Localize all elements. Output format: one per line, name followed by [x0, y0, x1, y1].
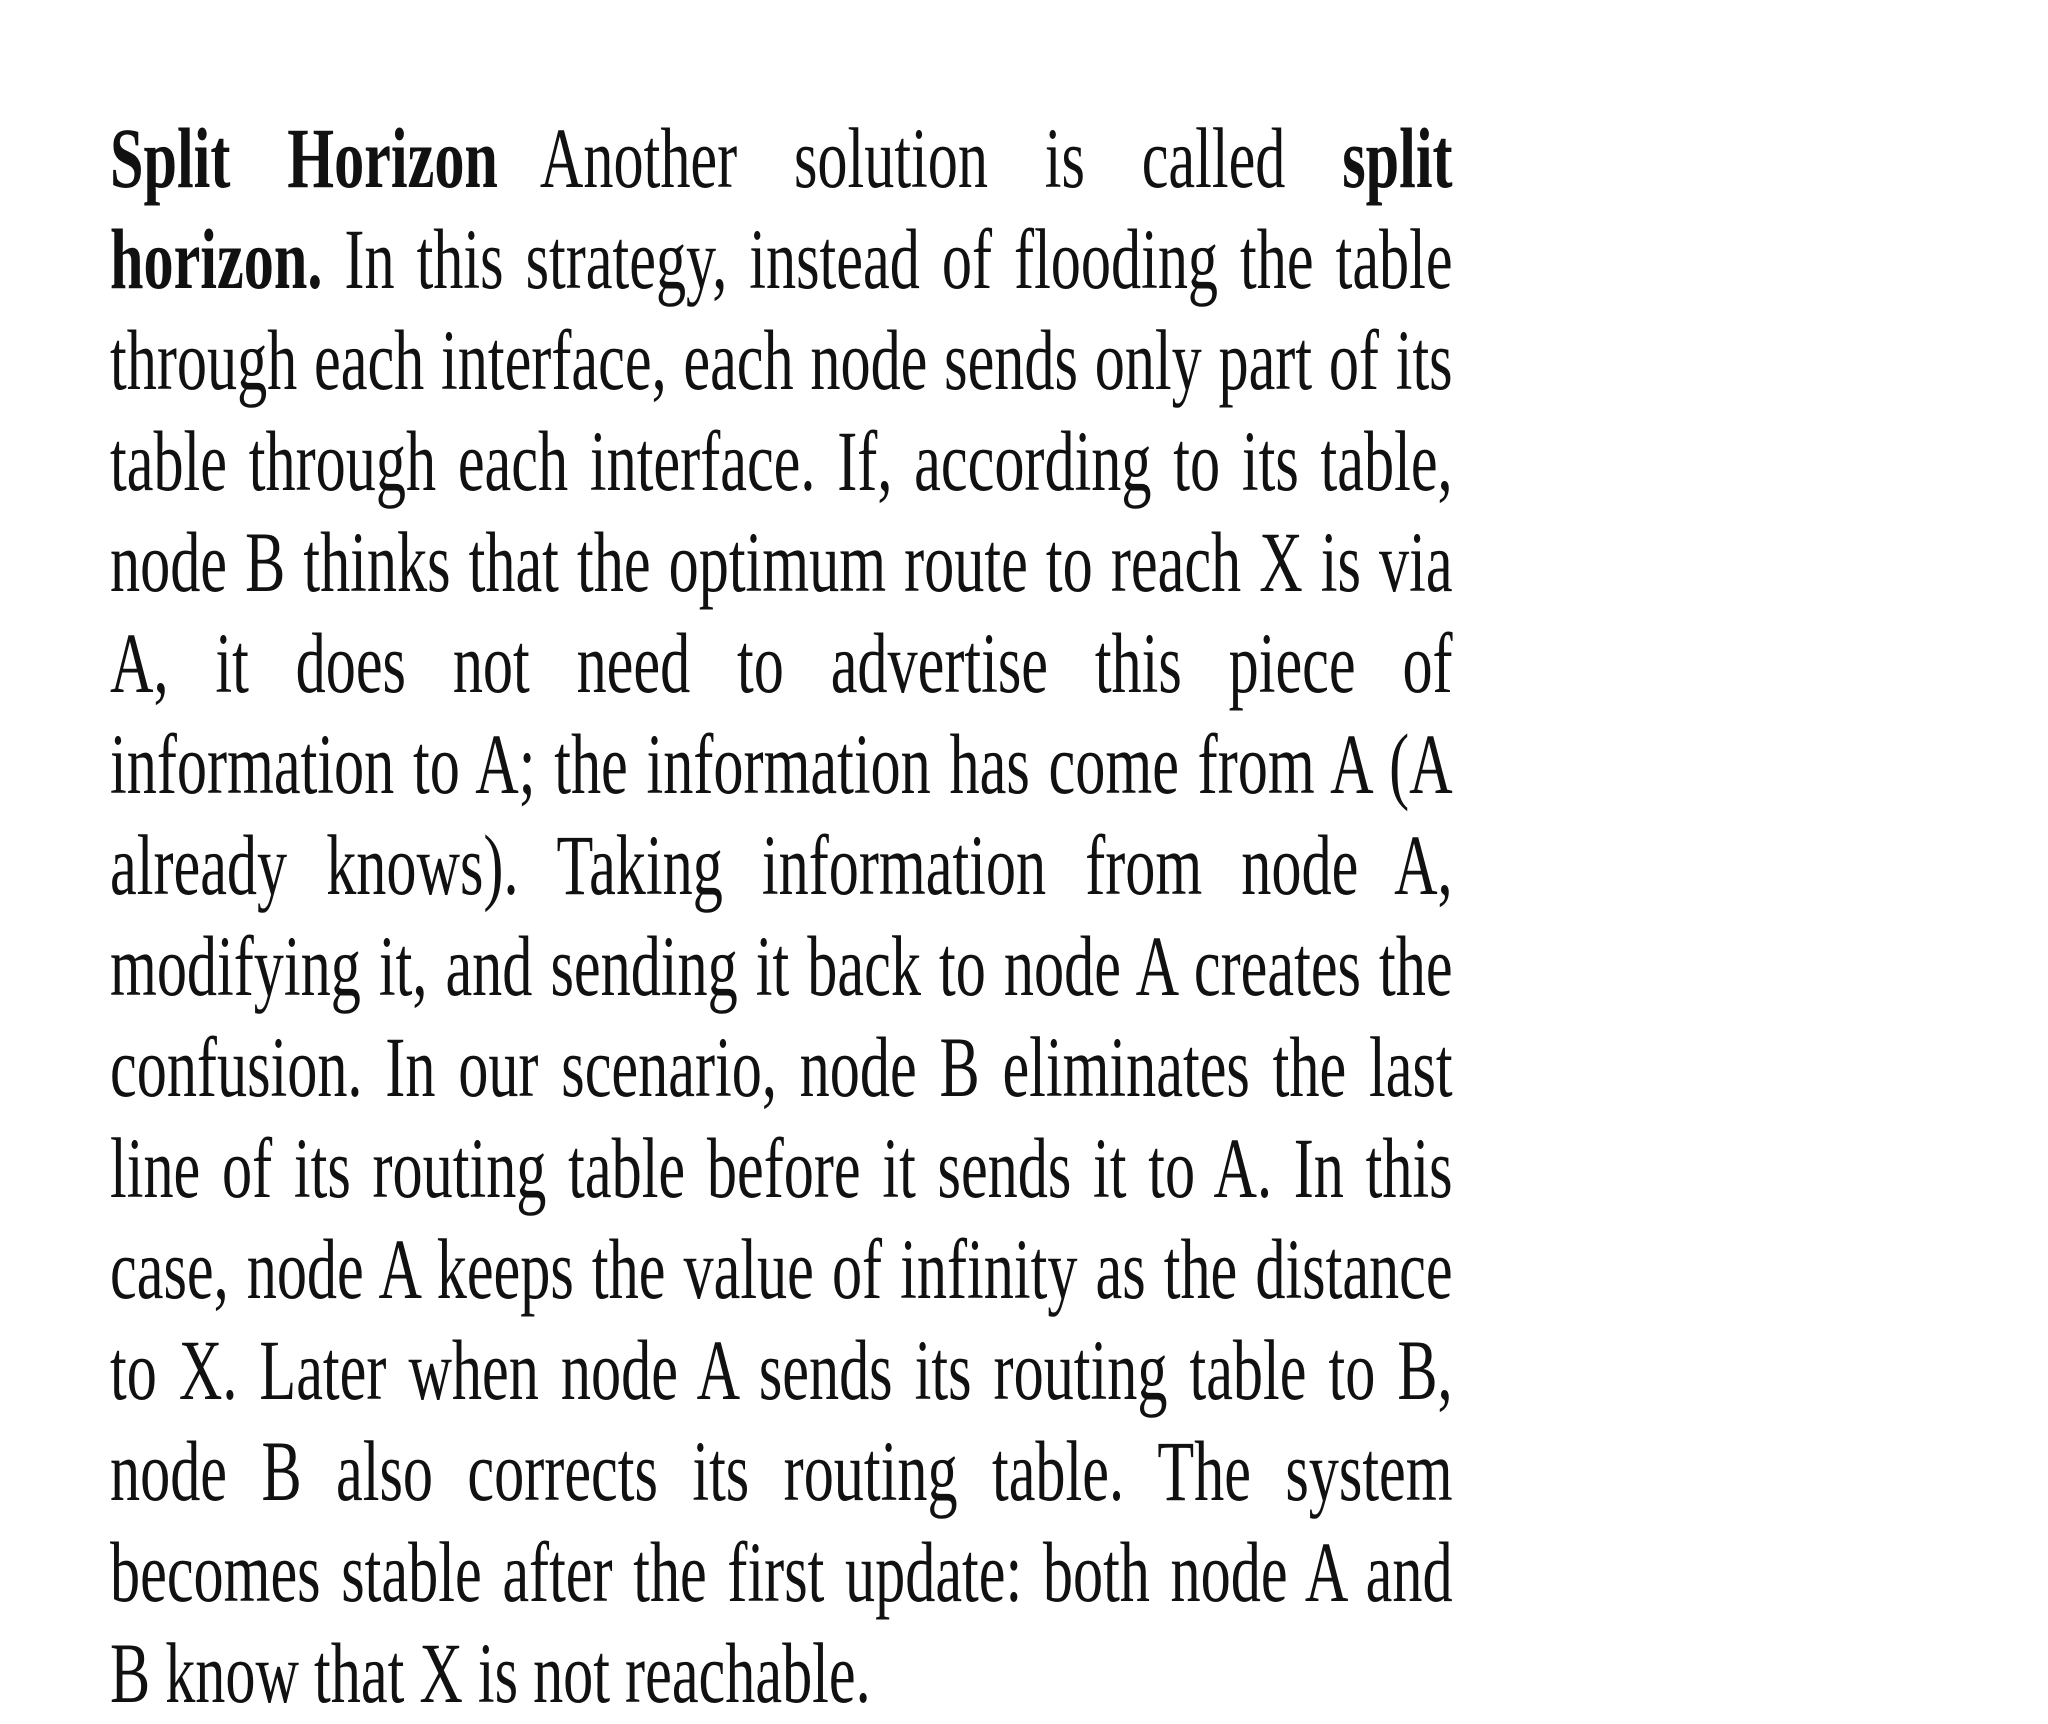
split-horizon-paragraph: [110, 108, 1453, 1724]
section-heading: Split Horizon: [110, 110, 498, 206]
intro-text: Another solution is called: [539, 110, 1343, 206]
body-text: In this strategy, instead of flooding the table through each interface, each node sends only part of its table through each interface. If, according to its table, node B thinks that the optimum route to reach X is via A, it does not need to advertise this piece of information to A; the information has come from A (A already knows). Taking information from node A, modifying it, and sending it back to node A creates the confusion. In our scenario, node B eliminates the last line of its routing table before it sends it to A. In this case, node A keeps the value of infinity as the distance to X. Later when node A sends its routing table to B, node B also corrects its routing table. The system becomes stable after the first update: both node A and B know that X is not reachable.: [110, 211, 1453, 1721]
document-page: [110, 108, 1453, 1724]
key-term: split horizon.: [110, 110, 1453, 307]
